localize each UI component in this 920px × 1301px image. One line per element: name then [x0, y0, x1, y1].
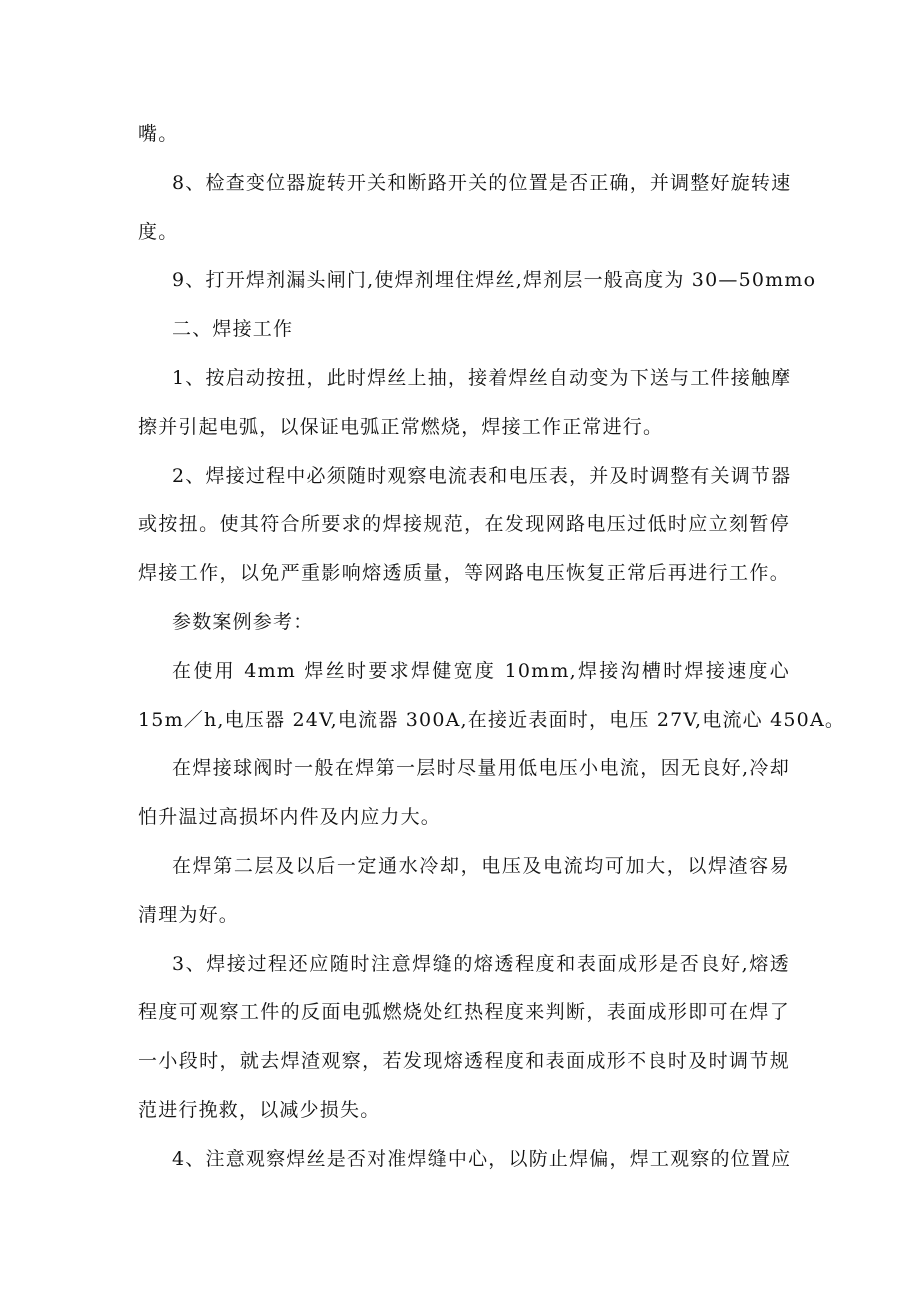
- text-line: 参数案例参考：: [172, 610, 314, 633]
- text-line: 怕升温过高损坏内件及内应力大。: [138, 806, 442, 829]
- text-line: 一小段时，就去焊渣观察，若发现熔透程度和表面成形不良时及时调节规: [138, 1050, 790, 1073]
- text-line: 9、打开焊剂漏头闸门,使焊剂埋住焊丝,焊剂层一般高度为 30—50mmo: [172, 269, 817, 292]
- text-line: 二、焊接工作: [172, 318, 294, 341]
- text-line: 3、焊接过程还应随时注意焊缝的熔透程度和表面成形是否良好,熔透: [172, 952, 790, 975]
- text-line: 在焊第二层及以后一定通水冷却，电压及电流均可加大，以焊渣容易: [172, 854, 790, 877]
- text-line: 在焊接球阀时一般在焊第一层时尽量用低电压小电流，因无良好,冷却: [172, 757, 790, 780]
- text-line: 1、按启动按扭，此时焊丝上抽，接着焊丝自动变为下送与工件接触摩: [172, 366, 792, 389]
- text-line: 2、焊接过程中必须随时观察电流表和电压表，并及时调整有关调节器: [172, 464, 792, 487]
- document-page: [138, 120, 846, 1194]
- text-line: 8、检查变位器旋转开关和断路开关的位置是否正确，并调整好旋转速: [172, 171, 792, 194]
- text-line: 嘴。: [138, 123, 179, 145]
- text-line: 或按扭。使其符合所要求的焊接规范，在发现网路电压过低时应立刻暂停: [138, 513, 790, 536]
- text-line: 4、注意观察焊丝是否对准焊缝中心，以防止焊偏，焊工观察的位置应: [172, 1147, 792, 1170]
- text-line: 擦并引起电弧，以保证电弧正常燃烧，焊接工作正常进行。: [138, 415, 664, 438]
- text-line: 度。: [138, 220, 179, 243]
- text-line: 在使用 4mm 焊丝时要求焊健宽度 10mm,焊接沟槽时焊接速度心: [172, 659, 790, 682]
- text-line: 15m／h,电压器 24V,电流器 300A,在接近表面时，电压 27V,电流心 450A。: [138, 708, 846, 731]
- text-line: 清理为好。: [138, 903, 240, 926]
- text-line: 焊接工作，以免严重影响熔透质量，等网路电压恢复正常后再进行工作。: [138, 562, 790, 585]
- text-line: 程度可观察工件的反面电弧燃烧处红热程度来判断，表面成形即可在焊了: [138, 1001, 790, 1024]
- text-line: 范进行挽救，以减少损失。: [138, 1098, 381, 1121]
